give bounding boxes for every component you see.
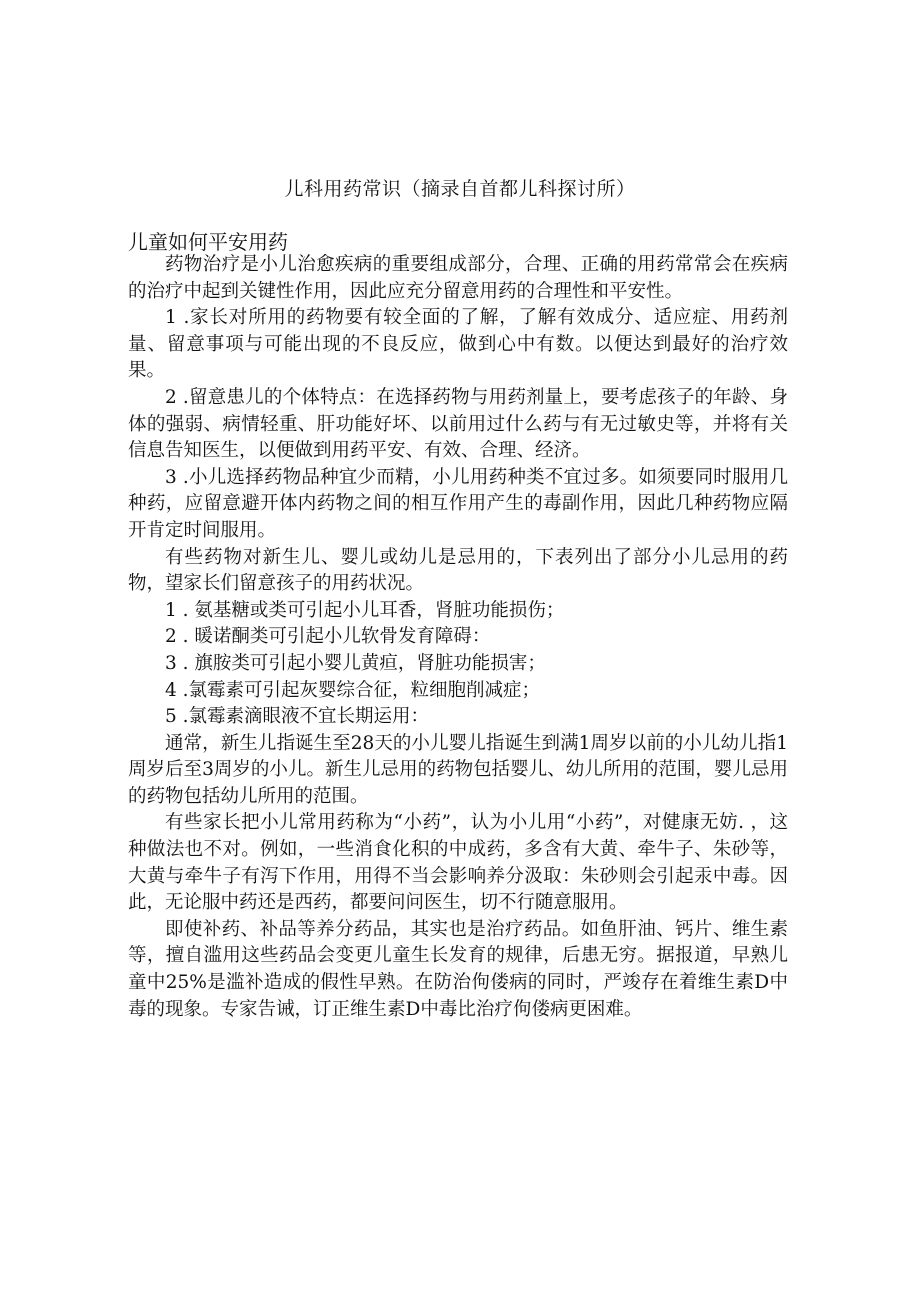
paragraph: 即使补药、补品等养分药品，其实也是治疗药品。如鱼肝油、钙片、维生素等，擅自滥用这些药品会变更儿童生长发育的规律，后患无穷。据报道，早熟儿童中25%是滥补造成的假性早熟。在防治佝偻病的同时，严竣存在着维生素D中毒的现象。专家告诫，订正维生素D中毒比治疗佝偻病更困难。: [128, 918, 788, 1020]
document-title: 儿科用药常识（摘录自首都儿科探讨所）: [284, 178, 636, 200]
document-body: [128, 252, 788, 1023]
paragraph: 2 .留意患儿的个体特点：在选择药物与用药剂量上，要考虑孩子的年龄、身体的强弱、病情轻重、肝功能好坏、以前用过什么药与有无过敏史等，并将有关信息告知医生，以便做到用药平安、有效、合理、经济。: [128, 386, 788, 462]
paragraph: 3 .小儿选择药物品种宜少而精，小儿用药种类不宜过多。如须要同时服用几种药，应留意避开体内药物之间的相互作用产生的毒副作用，因此几种药物应隔开肯定时间服用。: [128, 466, 788, 541]
list-item: 5 .氯霉素滴眼液不宜长期运用：: [165, 706, 430, 728]
paragraph: 有些家长把小儿常用药称为“小药”，认为小儿用“小药”，对健康无妨. ，这种做法也不对。例如，一些消食化积的中成药，多含有大黄、牵牛子、朱砂等，大黄与牵牛子有泻下作用，用得不当会影响养分汲取：朱砂则会引起汞中毒。因此，无论服中药还是西药，都要问问医生，切不行随意服用。: [128, 812, 788, 914]
list-item: 4 .氯霉素可引起灰婴综合征，粒细胞削减症；: [165, 679, 541, 701]
paragraph: 有些药物对新生儿、婴儿或幼儿是忌用的，下表列出了部分小儿忌用的药物，望家长们留意孩子的用药状况。: [128, 546, 788, 595]
list-item: 3 . 旗胺类可引起小婴儿黄疸，肾脏功能损害；: [165, 652, 546, 674]
paragraph: 通常，新生儿指诞生至28天的小儿婴儿指诞生到满1周岁以前的小儿幼儿指1周岁后至3周岁的小儿。新生儿忌用的药物包括婴儿、幼儿所用的范围，婴儿忌用的药物包括幼儿所用的范围。: [128, 732, 788, 807]
paragraph: 药物治疗是小儿治愈疾病的重要组成部分，合理、正确的用药常常会在疾病的治疗中起到关键性作用，因此应充分留意用药的合理性和平安性。: [128, 254, 788, 302]
list-item: 1 . 氨基糖或类可引起小儿耳香，肾脏功能损伤；: [165, 599, 565, 621]
paragraph: 1 .家长对所用的药物要有较全面的了解，了解有效成分、适应症、用药剂量、留意事项与可能出现的不良反应，做到心中有数。以便达到最好的治疗效果。: [128, 307, 788, 382]
section-heading: 儿童如何平安用药: [128, 230, 288, 254]
list-item: 2 . 暖诺酮类可引起小儿软骨发育障碍：: [165, 626, 491, 648]
